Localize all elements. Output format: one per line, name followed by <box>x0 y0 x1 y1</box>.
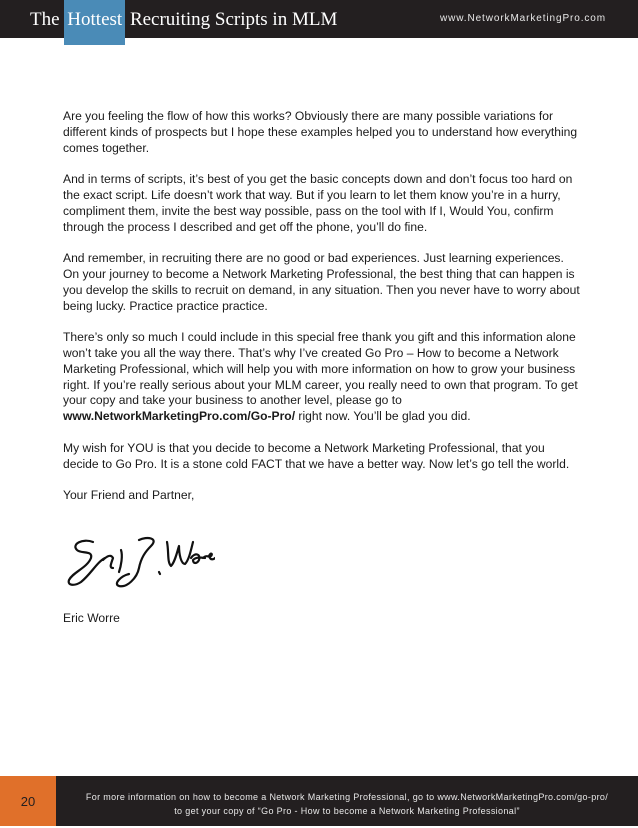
title-post: Recruiting Scripts in MLM <box>129 9 338 30</box>
page-number: 20 <box>0 776 56 826</box>
footer-text <box>56 790 638 818</box>
paragraph-1: Are you feeling the flow of how this works? Obviously there are many possible variations for different kinds of prospects but I hope these examples helped you to understand how everything comes together. <box>63 109 578 155</box>
paragraph-3: And remember, in recruiting there are no good or bad experiences. Just learning experiences. On your journey to become a Network Marketing Professional, the best thing that can happen is you develop the skills to recruit on demand, in any situation. Then you never have to worry about being lucky. Practice practice practice. <box>63 251 580 313</box>
document-title <box>30 0 337 38</box>
footer-line-1: For more information on how to become a Network Marketing Professional, go to www.NetworkMarketingPro.com/go-pro/ <box>85 792 609 802</box>
closing-line: Your Friend and Partner, <box>63 488 195 503</box>
title-pre: The <box>30 9 60 30</box>
paragraph-2: And in terms of scripts, it’s best of you get the basic concepts down and don’t focus too hard on the exact script. Life doesn’t work that way. But if you learn to let them know you’re in a hurry, compliment them, invite the best way possible, pass on the tool with If I, Would You, confirm through the process I described and get off the phone, you’ll do fine. <box>63 172 573 234</box>
page-header <box>0 0 638 38</box>
footer-line-2: to get your copy of “Go Pro - How to become a Network Marketing Professional” <box>174 806 520 816</box>
page-footer <box>0 776 638 826</box>
paragraph-4-tail: right now. You’ll be glad you did. <box>295 409 471 424</box>
go-pro-link[interactable]: www.NetworkMarketingPro.com/Go-Pro/ <box>63 409 296 424</box>
paragraph-4-text: There’s only so much I could include in this special free thank you gift and this information alone won’t take you all the way there. That’s why I’ve created Go Pro – How to become a Network Marketing Professional, which will help you with more information on how to grow your business right. If you’re really serious about your MLM career, you really need to own that program. To get your copy and take your business to another level, please go to <box>63 330 578 408</box>
signature-image <box>63 528 215 598</box>
paragraph-5: My wish for YOU is that you decide to become a Network Marketing Professional, that you decide to Go Pro. It is a stone cold FACT that we have a better way. Now let’s go tell the world. <box>63 440 570 471</box>
letter-body <box>63 109 583 520</box>
author-name: Eric Worre <box>63 611 120 625</box>
paragraph-4 <box>63 330 583 425</box>
header-url: www.NetworkMarketingPro.com <box>439 13 606 24</box>
title-highlight: Hottest <box>64 0 125 45</box>
